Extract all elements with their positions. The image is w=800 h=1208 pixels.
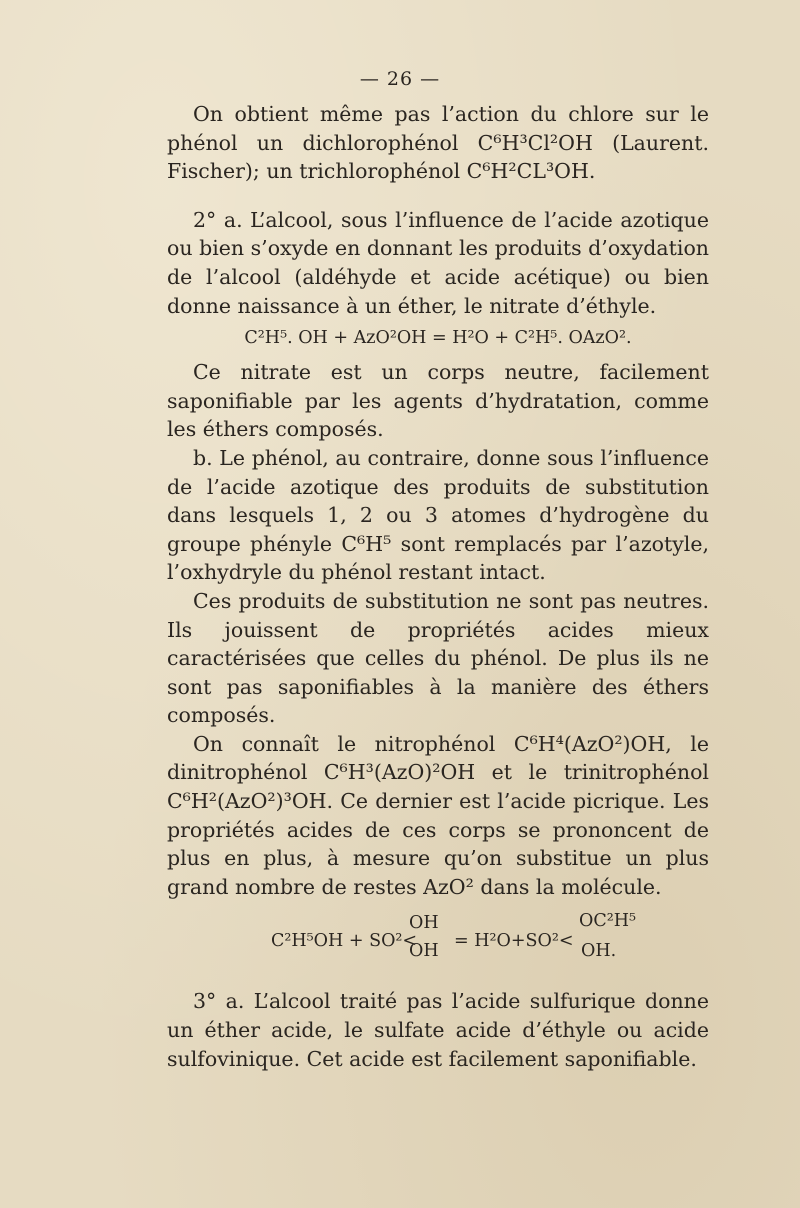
- formula-nitrate: C²H⁵. OH + AzO²OH = H²O + C²H⁵. OAzO².: [244, 328, 632, 349]
- paragraph-4: b. Le phénol, au contraire, donne sous l’influence de l’acide azotique des produits de substitution dans lesquels 1, 2 ou 3 atomes d’hydrogène du groupe phényle C⁶H⁵ sont remplacés par l’azotyle, l’oxhydryle du phénol restant intact.: [167, 445, 709, 585]
- body-text: [167, 100, 709, 1073]
- formula-sulfate-left: C²H⁵OH + SO²<: [271, 931, 418, 952]
- paragraph-5: Ces produits de substitution ne sont pas neutres. Ils jouissent de propriétés acides mieux caractérisées que celles du phénol. De plus ils ne sont pas saponifiables à la manière des éthers composés.: [167, 588, 709, 728]
- paragraph-6: On connaît le nitrophénol C⁶H⁴(AzO²)OH, le dinitrophénol C⁶H³(AzO)²OH et le trinitrophénol C⁶H²(AzO²)³OH. Ce dernier est l’acide picrique. Les propriétés acides de ces corps se prononcent de plus en plus, à mesure qu’on substitue un plus grand nombre de restes AzO² dans la molécule.: [167, 731, 709, 899]
- paragraph-1: On obtient même pas l’action du chlore sur le phénol un dichlorophénol C⁶H³Cl²OH (Laurent. Fischer); un trichlorophénol C⁶H²CL³OH.: [167, 102, 709, 184]
- formula-sulfate-bottom-right: OH.: [581, 941, 617, 962]
- formula-sulfate-top-right: OC²H⁵: [579, 911, 637, 932]
- paragraph-3: Ce nitrate est un corps neutre, facilement saponifiable par les agents d’hydratation, comme les éthers composés.: [167, 360, 709, 442]
- formula-sulfate-top-oh: OH: [409, 913, 439, 934]
- paragraph-2: 2° a. L’alcool, sous l’influence de l’acide azotique ou bien s’oxyde en donnant les produits d’oxydation de l’alcool (aldéhyde et acide acétique) ou bien donne naissance à un éther, le nitrate d’éthyle.: [167, 207, 709, 318]
- formula-sulfate-bottom-oh: OH: [409, 941, 439, 962]
- formula-sulfate-middle: = H²O+SO²<: [454, 931, 574, 952]
- formula-sulfate: [167, 907, 709, 963]
- page-number: — 26 —: [359, 68, 441, 90]
- paragraph-7: 3° a. L’alcool traité pas l’acide sulfurique donne un éther acide, le sulfate acide d’éthyle ou acide sulfovinique. Cet acide est facilement saponifiable.: [167, 989, 709, 1071]
